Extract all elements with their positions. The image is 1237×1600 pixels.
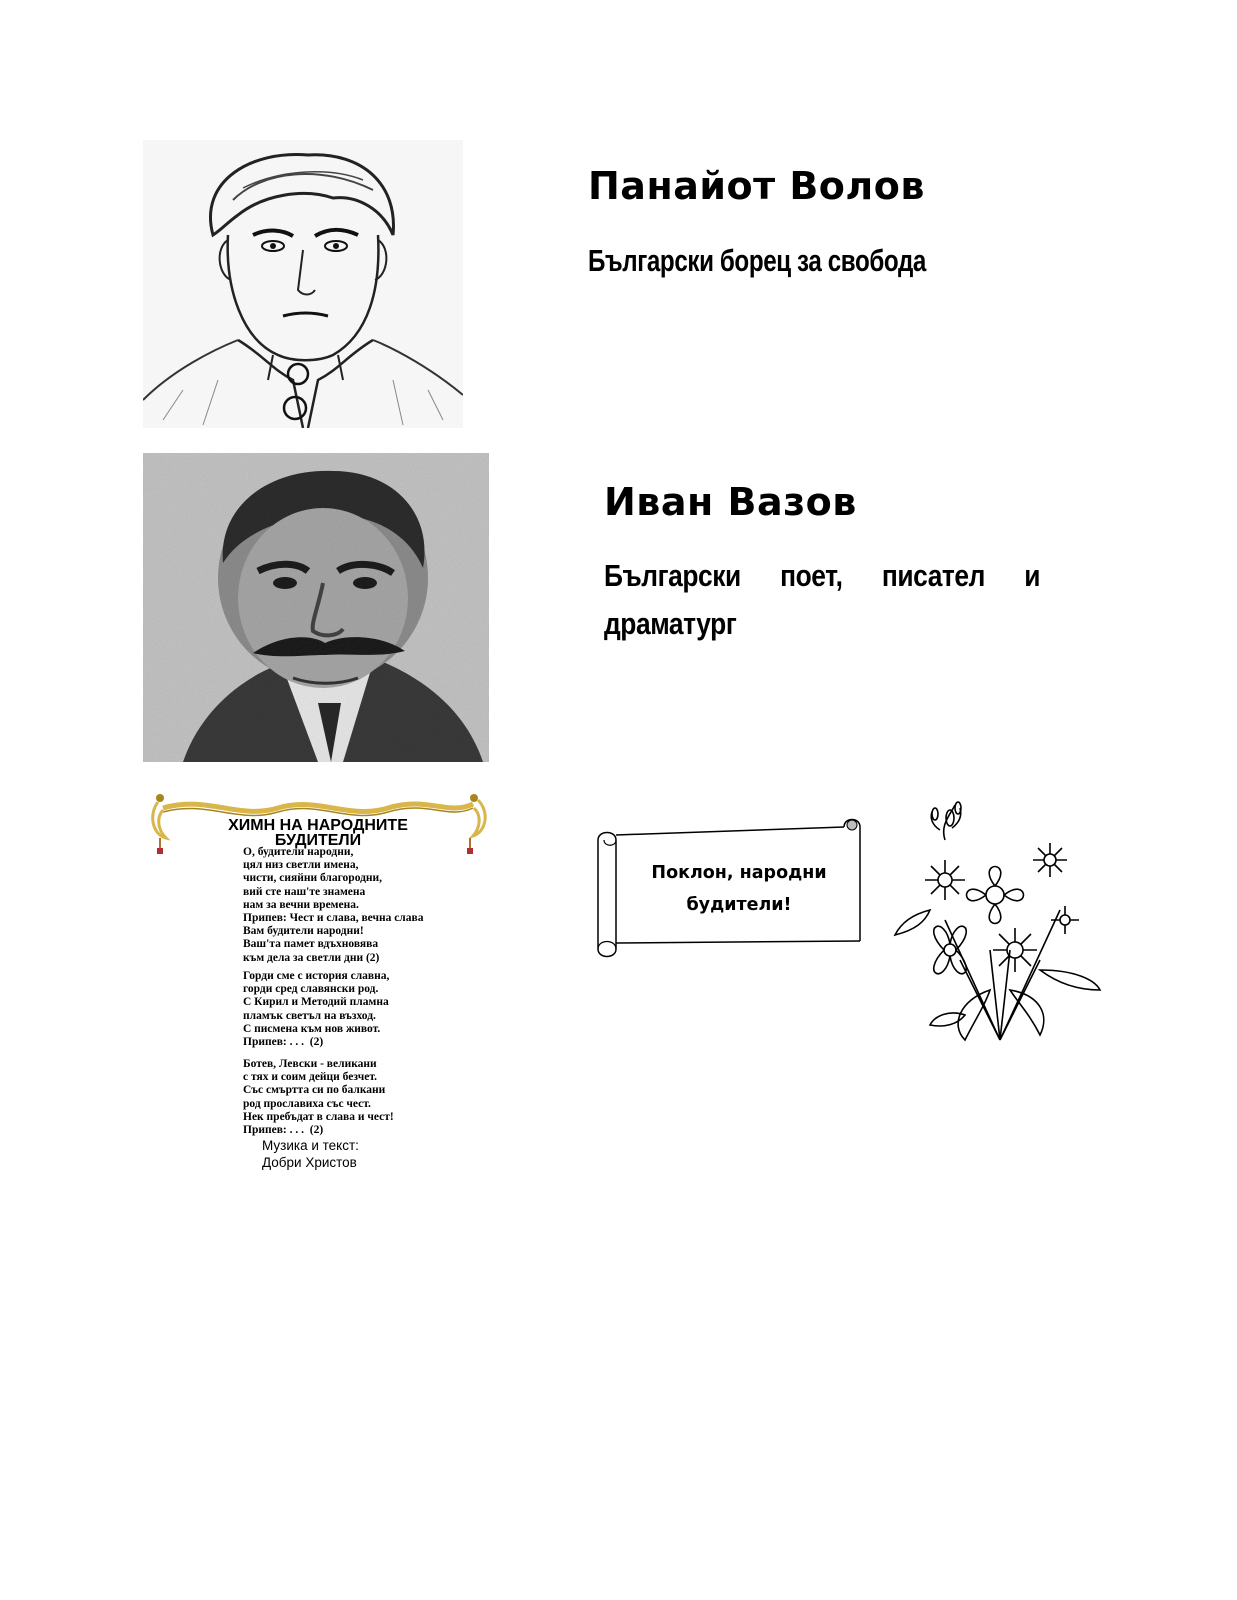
person-role-volov: Български борец за свобода (588, 243, 926, 278)
flower-bouquet-illustration (890, 800, 1105, 1050)
role-word: Български (604, 558, 741, 593)
scroll-banner (594, 815, 866, 963)
scroll-line: будители! (686, 895, 792, 915)
anthem-verse: Горди сме с история славна, горди сред славянски род. С Кирил и Методий пламна пламък светъл на възход. С писмена към нов живот. Припев: . . . (2) (243, 970, 390, 1049)
portrait-panayot-volov (143, 140, 463, 428)
person-name-volov: Панайот Волов (588, 164, 925, 208)
anthem-verse: Ботев, Левски - великани с тях и соим дейци безчет. Със смъртта си по балкани род прославиха със чест. Нек пребъдат в слава и чест! Припев: . . . (2) (243, 1058, 394, 1137)
role-word: писател (881, 558, 985, 593)
anthem-credits (262, 1137, 359, 1171)
credits-author: Добри Христов (262, 1155, 357, 1170)
anthem-title (203, 818, 433, 848)
person-name-vazov: Иван Вазов (604, 480, 857, 524)
scroll-line: Поклон, народни (651, 863, 827, 883)
scroll-text (626, 857, 852, 921)
role-line-2: драматург (604, 606, 737, 641)
credits-label: Музика и текст: (262, 1138, 359, 1153)
portrait-ivan-vazov (143, 453, 489, 762)
anthem-verse: О, будители народни, цял низ светли имена, чисти, сияйни благородни, вий сте наш'те знамена нам за вечни времена. Припев: Чест и слава, вечна слава Вам будители народни! Ваш'та памет вдъхновява към дела за светли дни (2) (243, 846, 424, 964)
person-role-vazov (604, 552, 1040, 648)
anthem-card (148, 790, 488, 1180)
role-word: и (1024, 558, 1041, 593)
anthem-title-line: БУДИТЕЛИ (274, 832, 362, 849)
role-word: поет, (780, 558, 843, 593)
anthem-title-line: ХИМН НА НАРОДНИТЕ (228, 817, 408, 834)
role-line-1 (604, 552, 1040, 600)
